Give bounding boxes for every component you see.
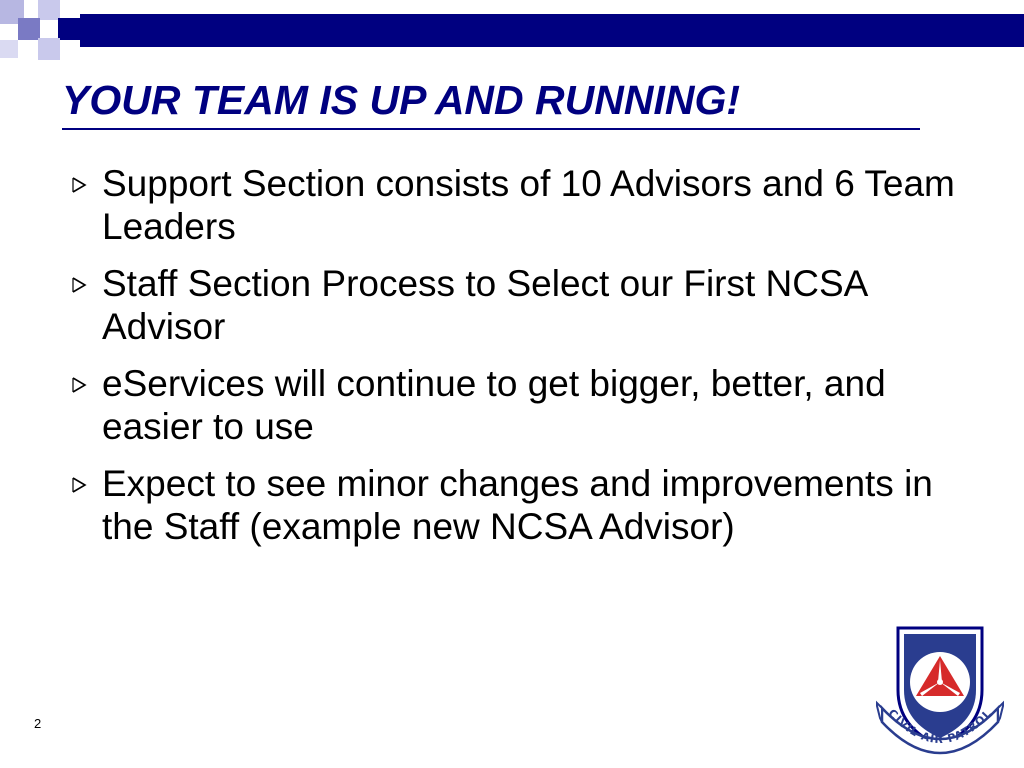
bullet-text: Staff Section Process to Select our First NCSA Advisor xyxy=(102,263,867,347)
corner-square xyxy=(38,38,60,60)
header-bar xyxy=(80,14,1024,47)
corner-square xyxy=(58,18,80,40)
bullet-item xyxy=(62,162,992,248)
bullet-list xyxy=(62,162,992,562)
corner-square xyxy=(0,40,18,58)
corner-square xyxy=(18,18,40,40)
logo-ribbon-text: CIVIL AIR PATROL xyxy=(885,706,995,747)
bullet-item xyxy=(62,262,992,348)
civil-air-patrol-logo xyxy=(876,620,1004,760)
bullet-text: Expect to see minor changes and improvements in the Staff (example new NCSA Advisor) xyxy=(102,463,933,547)
corner-square xyxy=(38,0,60,20)
bullet-item xyxy=(62,362,992,448)
arrow-bullet-icon xyxy=(70,476,88,494)
bullet-text: eServices will continue to get bigger, better, and easier to use xyxy=(102,363,886,447)
bullet-text: Support Section consists of 10 Advisors and 6 Team Leaders xyxy=(102,163,955,247)
arrow-bullet-icon xyxy=(70,276,88,294)
slide-title: YOUR TEAM IS UP AND RUNNING! xyxy=(62,77,741,123)
slide-number: 2 xyxy=(34,716,42,731)
arrow-bullet-icon xyxy=(70,376,88,394)
arrow-bullet-icon xyxy=(70,176,88,194)
bullet-item xyxy=(62,462,992,548)
corner-decoration xyxy=(0,0,80,60)
title-underline xyxy=(62,128,920,130)
